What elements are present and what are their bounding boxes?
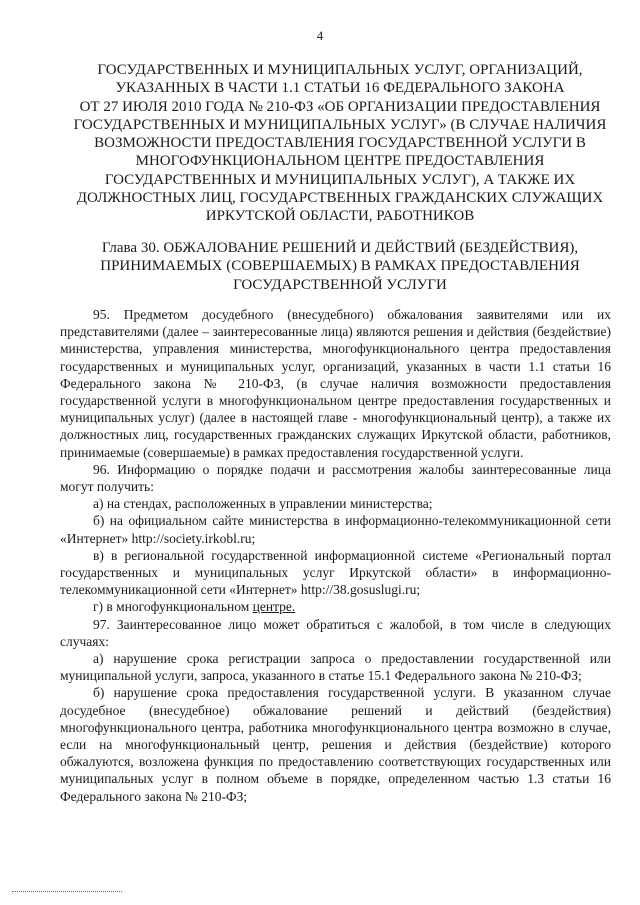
- list-item-97a: а) нарушение срока регистрации запроса о предоставлении государственной или муниципальной услуги, запроса, указанного в статье 15.1 Федерального закона № 210-ФЗ;: [60, 651, 611, 684]
- chapter-heading-line: ГОСУДАРСТВЕННОЙ УСЛУГИ: [233, 276, 447, 293]
- list-item-96d-underlined: центре.: [252, 599, 296, 615]
- footer-rule: [12, 891, 122, 892]
- chapter-heading: [60, 239, 620, 294]
- paragraph-96: 96. Информацию о порядке подачи и рассмотрения жалобы заинтересованные лица могут получить:: [60, 461, 611, 495]
- list-item-96d: [60, 598, 611, 615]
- heading-line: МНОГОФУНКЦИОНАЛЬНОМ ЦЕНТРЕ ПРЕДОСТАВЛЕНИЯ: [135, 153, 545, 170]
- list-item-96c: в) в региональной государственной информационной системе «Региональный портал государственных и муниципальных услуг Иркутской области» в информационно-телекоммуникационной сети «Интернет» http://38.gosuslugi.ru;: [60, 547, 611, 598]
- list-item-96d-text: г) в многофункциональном: [93, 599, 253, 615]
- paragraph-97: 97. Заинтересованное лицо может обратиться с жалобой, в том числе в следующих случаях:: [60, 616, 611, 649]
- section-heading: [60, 61, 620, 226]
- heading-line: ГОСУДАРСТВЕННЫХ И МУНИЦИПАЛЬНЫХ УСЛУГ), А ТАКЖЕ ИХ: [104, 171, 576, 188]
- chapter-heading-line: Глава 30. ОБЖАЛОВАНИЕ РЕШЕНИЙ И ДЕЙСТВИЙ (БЕЗДЕЙСТВИЯ),: [101, 240, 579, 256]
- document-body: [60, 306, 611, 805]
- chapter-heading-line: ПРИНИМАЕМЫХ (СОВЕРШАЕМЫХ) В РАМКАХ ПРЕДОСТАВЛЕНИЯ: [100, 258, 580, 275]
- list-item-97b: б) нарушение срока предоставления государственной услуги. В указанном случае досудебное (внесудебное) обжалование решений и действий (бездействия) многофункционального центра, работника многофункционального центра возможно в случае, если на многофункциональный центр, решения и действия (бездействие) которого обжалуются, возложена функция по предоставлению соответствующих государственных или муниципальных услуг в полном объеме в порядке, определенном частью 1.3 статьи 16 Федерального закона № 210-ФЗ;: [60, 685, 611, 804]
- heading-line: ИРКУТСКОЙ ОБЛАСТИ, РАБОТНИКОВ: [205, 208, 475, 225]
- paragraph-95: 95. Предметом досудебного (внесудебного) обжалования заявителями или их представителями (далее – заинтересованные лица) являются решения и действия (бездействие) министерства, управления министерства, многофункционального центра предоставления государственных и муниципальных услуг, организаций, указанных в части 1.1 статьи 16 Федерального закона № 210-ФЗ, (в случае наличия возможности предоставления государственной услуги в многофункциональном центре предоставления государственных и муниципальных услуг) (далее в настоящей главе - многофункциональный центр), а также их должностных лиц, государственных гражданских служащих Иркутской области, работников, принимаемые (совершаемые) в рамках предоставления государственной услуги.: [60, 307, 611, 460]
- heading-line: ВОЗМОЖНОСТИ ПРЕДОСТАВЛЕНИЯ ГОСУДАРСТВЕННОЙ УСЛУГИ В: [94, 135, 586, 152]
- heading-line: ГОСУДАРСТВЕННЫХ И МУНИЦИПАЛЬНЫХ УСЛУГ, ОРГАНИЗАЦИЙ,: [97, 62, 583, 78]
- heading-line: ДОЛЖНОСТНЫХ ЛИЦ, ГОСУДАРСТВЕННЫХ ГРАЖДАНСКИХ СЛУЖАЩИХ: [76, 190, 604, 207]
- heading-line: УКАЗАННЫХ В ЧАСТИ 1.1 СТАТЬИ 16 ФЕДЕРАЛЬНОГО ЗАКОНА: [115, 80, 565, 97]
- page-number: 4: [316, 28, 324, 43]
- list-item-96a: а) на стендах, расположенных в управлении министерства;: [93, 496, 433, 512]
- heading-line: ОТ 27 ИЮЛЯ 2010 ГОДА № 210-ФЗ «ОБ ОРГАНИЗАЦИИ ПРЕДОСТАВЛЕНИЯ: [79, 98, 601, 115]
- list-item-96b: б) на официальном сайте министерства в информационно-телекоммуникационной сети «Интернет» http://society.irkobl.ru;: [60, 513, 611, 546]
- heading-line: ГОСУДАРСТВЕННЫХ И МУНИЦИПАЛЬНЫХ УСЛУГ» (В СЛУЧАЕ НАЛИЧИЯ: [73, 116, 607, 133]
